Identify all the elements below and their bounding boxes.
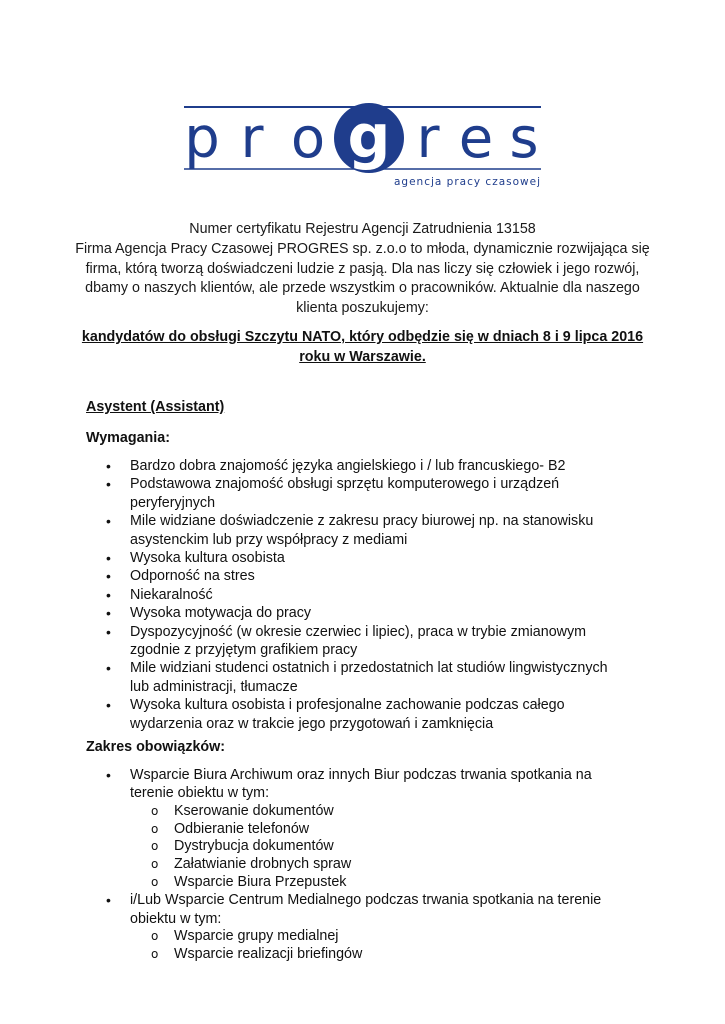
bullet-icon: • [106, 767, 111, 783]
bullet-icon: • [106, 513, 111, 530]
progres-logo [184, 101, 544, 191]
duty-sub-item [130, 856, 620, 874]
requirement-text: Niekaralność [130, 586, 213, 603]
bullet-icon: • [106, 697, 111, 714]
job-headline: kandydatów do obsługi Szczytu NATO, który odbędzie się w dniach 8 i 9 lipca 2016 roku w Warszawie. [81, 329, 644, 365]
duty-sub-item [130, 874, 620, 892]
logo-letter: r [416, 106, 440, 171]
requirement-item [0, 623, 620, 660]
requirement-item [0, 604, 620, 622]
intro-paragraph [70, 220, 655, 319]
requirement-text: Wysoka kultura osobista [130, 550, 285, 567]
duty-sub-item [130, 838, 620, 856]
duty-sub-text: Wsparcie grupy medialnej [174, 928, 339, 945]
duty-text: Wsparcie Biura Archiwum oraz innych Biur podczas trwania spotkania na terenie obiektu w tym: [130, 767, 592, 802]
duties-list [0, 766, 620, 964]
requirement-text: Mile widziani studenci ostatnich i przedostatnich lat studiów lingwistycznych lub administracji, tłumacze [130, 660, 608, 695]
logo-tagline: agencja pracy czasowej [394, 176, 541, 188]
bullet-icon: • [106, 458, 111, 474]
requirement-item [0, 475, 620, 512]
logo-letter: g [347, 102, 391, 172]
bullet-icon: • [106, 660, 111, 677]
requirement-item [0, 512, 620, 549]
requirement-text: Podstawowa znajomość obsługi sprzętu komputerowego i urządzeń peryferyjnych [130, 476, 560, 511]
requirement-text: Mile widziane doświadczenie z zakresu pracy biurowej np. na stanowisku asystenckim lub przy współpracy z mediami [130, 513, 594, 548]
bullet-icon: • [106, 623, 111, 640]
duty-sub-item [130, 928, 620, 946]
requirement-item [0, 659, 620, 696]
bullet-icon: • [106, 550, 111, 567]
requirement-item [0, 567, 620, 585]
logo-letter: o [290, 106, 326, 171]
circle-bullet-icon: o [151, 856, 159, 871]
duty-sub-item [130, 803, 620, 821]
logo-letter: p [184, 106, 220, 171]
bullet-icon: • [106, 892, 111, 909]
duty-text: i/Lub Wsparcie Centrum Medialnego podczas trwania spotkania na terenie obiektu w tym: [130, 892, 602, 927]
bullet-icon: • [106, 605, 111, 622]
requirement-text: Dyspozycyjność (w okresie czerwiec i lipiec), praca w trybie zmianowym zgodnie z przyjętym grafikiem pracy [130, 623, 587, 659]
requirement-text: Wysoka motywacja do pracy [130, 605, 312, 622]
requirement-text: Wysoka kultura osobista i profesjonalne zachowanie podczas całego wydarzenia oraz w trakcie jego przygotowań i zamknięcia [130, 697, 565, 732]
circle-bullet-icon: o [151, 821, 159, 836]
duty-sub-item [130, 821, 620, 839]
bullet-icon: • [106, 586, 111, 603]
requirement-item [0, 549, 620, 567]
requirements-list [0, 457, 620, 733]
duty-item [0, 766, 620, 891]
duty-sub-text: Odbieranie telefonów [174, 820, 310, 837]
requirement-item [0, 586, 620, 604]
duty-sub-text: Dystrybucja dokumentów [174, 838, 334, 855]
duty-sub-text: Załatwianie drobnych spraw [174, 855, 352, 872]
bullet-icon: • [106, 476, 111, 493]
requirement-item [0, 696, 620, 733]
duty-sub-text: Wsparcie realizacji briefingów [174, 945, 363, 962]
duty-sub-list [130, 928, 620, 963]
circle-bullet-icon: o [151, 874, 159, 889]
duty-sub-list [130, 803, 620, 892]
circle-bullet-icon: o [151, 929, 159, 944]
requirement-item [0, 457, 620, 475]
requirement-text: Bardzo dobra znajomość języka angielskiego i / lub francuskiego- B2 [130, 458, 566, 474]
duty-item [0, 891, 620, 963]
position-title: Asystent (Assistant) [86, 399, 225, 415]
requirements-title: Wymagania: [86, 430, 170, 446]
duty-sub-item [130, 946, 620, 964]
circle-bullet-icon: o [151, 946, 159, 961]
logo-letter: s [509, 106, 539, 171]
duty-sub-text: Kserowanie dokumentów [174, 802, 334, 819]
duties-title: Zakres obowiązków: [86, 739, 226, 755]
logo-graphic [184, 101, 544, 191]
circle-bullet-icon: o [151, 839, 159, 854]
logo-letter: r [240, 106, 264, 171]
company-description: Firma Agencja Pracy Czasowej PROGRES sp. z.o.o to młoda, dynamicznie rozwijająca się firma, którą tworzą doświadczeni ludzie z pasją. Dla nas liczy się człowiek i jego rozwój, dbamy o naszych klientów, ale przede wszystkim o pracowników. Aktualnie dla naszego klienta poszukujemy: [75, 240, 650, 317]
bullet-icon: • [106, 568, 111, 585]
duty-sub-text: Wsparcie Biura Przepustek [174, 873, 347, 890]
logo-letter: e [458, 106, 494, 171]
certificate-number: Numer certyfikatu Rejestru Agencji Zatrudnienia 13158 [189, 221, 536, 237]
requirement-text: Odporność na stres [130, 568, 255, 585]
circle-bullet-icon: o [151, 803, 159, 818]
